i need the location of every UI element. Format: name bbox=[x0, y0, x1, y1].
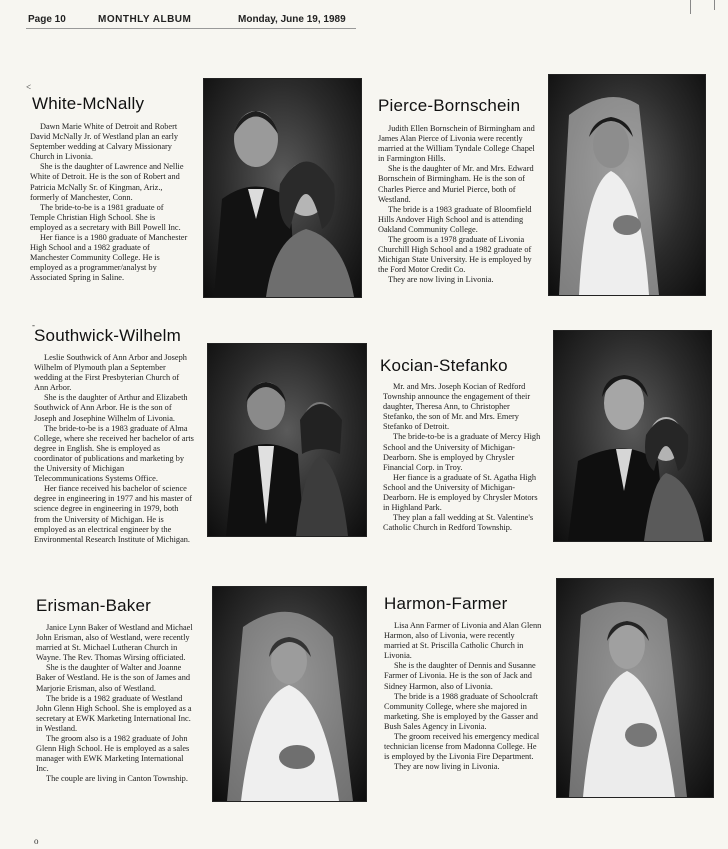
paragraph: The bride is a 1982 graduate of Westland John Glenn High School. She is employed as a secretary at EWK Marketing International Inc. in Westland. bbox=[36, 693, 192, 733]
paragraph: She is the daughter of Dennis and Susanne Farmer of Livonia. He is the son of Jack and Sidney Harmon, also of Livonia. bbox=[384, 661, 536, 691]
paragraph: They are now living in Livonia. bbox=[388, 275, 494, 285]
scan-edge-mark bbox=[690, 0, 691, 14]
paragraph: The couple are living in Canton Township. bbox=[46, 774, 188, 784]
paragraph: They plan a fall wedding at St. Valentine's Catholic Church in Redford Township. bbox=[383, 513, 534, 533]
announcement-body bbox=[378, 124, 536, 286]
couple-photo bbox=[553, 330, 712, 542]
header-rule bbox=[26, 28, 356, 29]
couple-photo-illustration bbox=[554, 331, 711, 541]
paragraph: Leslie Southwick of Ann Arbor and Joseph Wilhelm of Plymouth plan a September wedding at the First Presbyterian Church of Ann Arbor. bbox=[34, 353, 187, 393]
announcement-title: Southwick-Wilhelm bbox=[34, 326, 181, 345]
couple-photo-illustration bbox=[204, 79, 361, 297]
publication-name: MONTHLY ALBUM bbox=[98, 14, 192, 25]
announcement-title: Kocian-Stefanko bbox=[380, 356, 508, 375]
announcement-title: White-McNally bbox=[32, 94, 145, 113]
announcement-body bbox=[30, 122, 188, 284]
couple-photo bbox=[203, 78, 362, 298]
margin-mark: - bbox=[32, 320, 35, 330]
page-number: Page 10 bbox=[28, 14, 66, 25]
bride-photo bbox=[548, 74, 706, 296]
paragraph: The bride is a 1983 graduate of Bloomfield Hills Andover High School and is attending Oakland Community College. bbox=[378, 204, 532, 234]
announcement-body bbox=[36, 623, 194, 785]
announcement-title: Pierce-Bornschein bbox=[378, 96, 521, 115]
paragraph: The groom is a 1978 graduate of Livonia Churchill High School and a 1982 graduate of Michigan State University. He is employed by the Ford Motor Credit Co. bbox=[378, 235, 532, 275]
paragraph: Her fiance is a 1980 graduate of Manchester High School and a 1982 graduate of Manchester Community College. He is employed as a programmer/analyst by Associated Spring in Saline. bbox=[30, 233, 188, 283]
couple-photo-illustration bbox=[208, 344, 366, 536]
margin-mark: < bbox=[26, 82, 32, 92]
bride-photo-illustration bbox=[549, 75, 705, 295]
announcement-body bbox=[34, 353, 194, 545]
bride-photo-illustration bbox=[557, 579, 713, 797]
bride-photo bbox=[556, 578, 714, 798]
announcement-title: Erisman-Baker bbox=[36, 596, 152, 615]
scan-edge-mark bbox=[714, 0, 715, 10]
paragraph: She is the daughter of Walter and Joanne Baker of Westland. He is the son of James and Marjorie Erisman, also of Westland. bbox=[36, 663, 191, 693]
paragraph: The groom also is a 1982 graduate of John Glenn High School. He is employed as a sales manager with EWK Marketing International Inc. bbox=[36, 734, 190, 774]
announcement-body bbox=[384, 621, 542, 772]
paragraph: They are now living in Livonia. bbox=[394, 762, 500, 772]
issue-date: Monday, June 19, 1989 bbox=[238, 14, 346, 25]
bride-photo bbox=[212, 586, 367, 802]
paragraph: The bride-to-be is a 1981 graduate of Temple Christian High School. She is employed as a secretary with Bill Powell Inc. bbox=[30, 202, 181, 232]
paragraph: Janice Lynn Baker of Westland and Michael John Erisman, also of Westland, were recently married at St. Michael Lutheran Church in Wayne. The Rev. Thomas Wirsing officiated. bbox=[36, 623, 193, 663]
paragraph: The bride-to-be is a graduate of Mercy High School and the University of Michigan-Dearborn. She is employed by Chrysler Financial Corp. in Troy. bbox=[383, 432, 541, 472]
announcement-body bbox=[383, 382, 541, 533]
paragraph: Judith Ellen Bornschein of Birmingham and James Alan Pierce of Livonia were recently married at the William Tyndale College Chapel in Farmington Hills. bbox=[378, 124, 535, 164]
margin-mark: o bbox=[34, 836, 39, 846]
paragraph: She is the daughter of Mr. and Mrs. Edward Bornschein of Birmingham. He is the son of Charles Pierce and Muriel Pierce, both of Westland. bbox=[378, 164, 534, 204]
paragraph: Mr. and Mrs. Joseph Kocian of Redford Township announce the engagement of their daughter, Theresa Ann, to Christopher Stefanko, the son of Mr. and Mrs. Emery Stefanko of Detroit. bbox=[383, 382, 531, 432]
bride-photo-illustration bbox=[213, 587, 366, 801]
page-header bbox=[26, 14, 626, 30]
paragraph: Her fiance is a graduate of St. Agatha High School and the University of Michigan-Dearborn. He is employed by Chrysler Motors in Highland Park. bbox=[383, 472, 538, 513]
paragraph: Her fiance received his bachelor of science degree in engineering in 1977 and his master of science degree in engineering in 1979, both from the University of Michigan. He is employed as an electrical engineer by the Environmental Research Institute of Michigan. bbox=[34, 484, 193, 544]
couple-photo bbox=[207, 343, 367, 537]
paragraph: The groom received his emergency medical technician license from Madonna College. He is employed by the Livonia Fire Department. bbox=[384, 732, 540, 762]
paragraph: The bride is a 1988 graduate of Schoolcraft Community College, where she majored in marketing. She is employed by the Gasser and Bush Sales Agency in Livonia. bbox=[384, 691, 538, 731]
paragraph: Lisa Ann Farmer of Livonia and Alan Glenn Harmon, also of Livonia, were recently married at St. Priscilla Catholic Church in Livonia. bbox=[384, 621, 542, 661]
announcement-title: Harmon-Farmer bbox=[384, 594, 508, 613]
paragraph: She is the daughter of Lawrence and Nellie White of Detroit. He is the son of Robert and Patricia McNally Sr. of Kingman, Ariz., formerly of Manchester, Conn. bbox=[30, 162, 184, 202]
paragraph: The bride-to-be is a 1983 graduate of Alma College, where she received her bachelor of arts degree in English. She is employed as coordinator of publications and marketing by the University of Michigan Telecommunications Systems Office. bbox=[34, 423, 194, 484]
paragraph: She is the daughter of Arthur and Elizabeth Southwick of Ann Arbor. He is the son of Joseph and Josephine Wilhelm of Livonia. bbox=[34, 393, 188, 423]
paragraph: Dawn Marie White of Detroit and Robert David McNally Jr. of Westland plan an early September wedding at Calvary Missionary Church in Livonia. bbox=[30, 122, 179, 162]
